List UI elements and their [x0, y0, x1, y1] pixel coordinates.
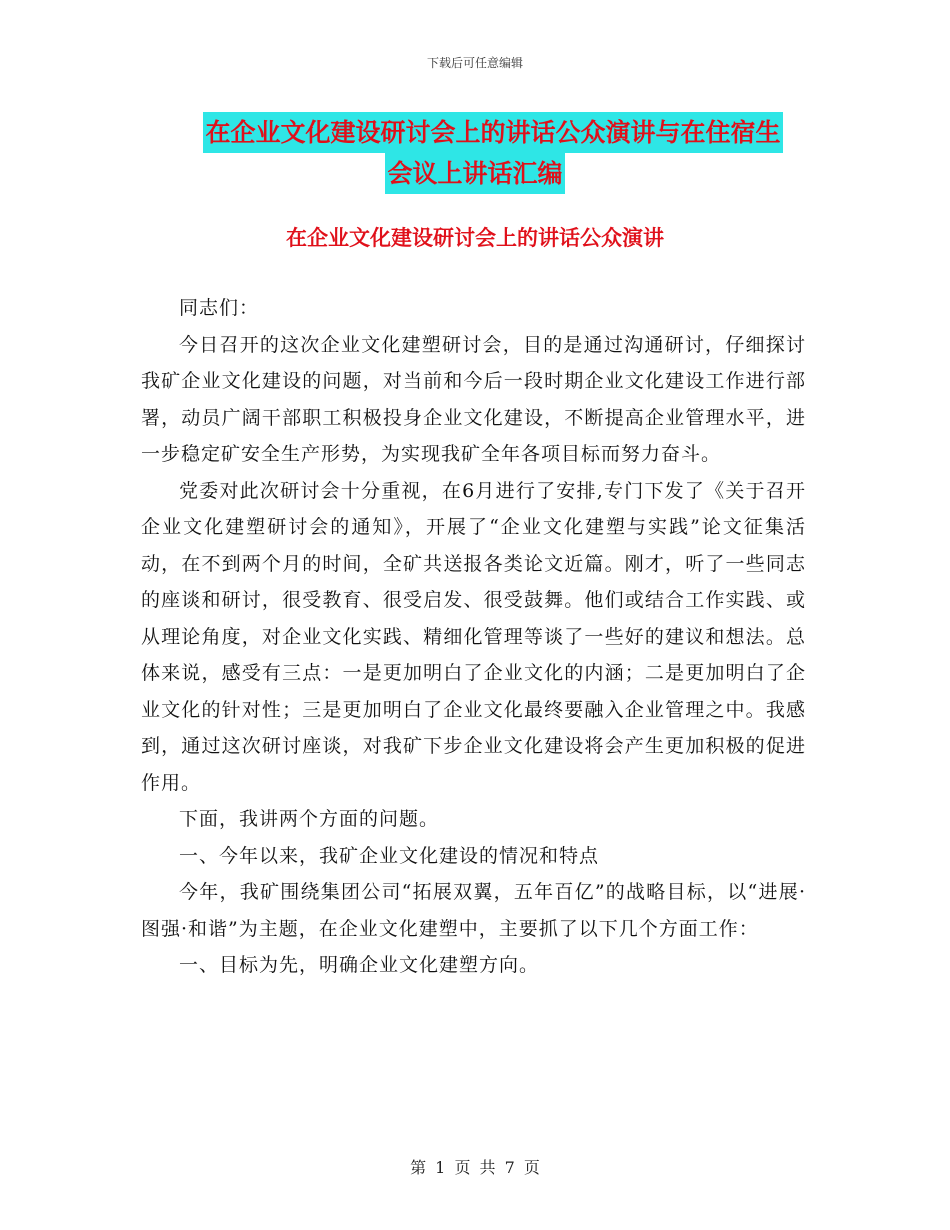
- page-number: 第 1 页 共 7 页: [410, 1158, 540, 1177]
- title-line-2: 会议上讲话汇编: [385, 153, 564, 194]
- body-text: [141, 290, 806, 984]
- paragraph: 党委对此次研讨会十分重视，在6月进行了安排,专门下发了《关于召开企业文化建塑研讨会的通知》，开展了“企业文化建塑与实践”论文征集活动，在不到两个月的时间，全矿共送报各类论文近篇。刚才，听了一些同志的座谈和研讨，很受教育、很受启发、很受鼓舞。他们或结合工作实践、或从理论角度，对企业文化实践、精细化管理等谈了一些好的建议和想法。总体来说，感受有三点：一是更加明白了企业文化的内涵；二是更加明白了企业文化的针对性；三是更加明白了企业文化最终要融入企业管理之中。我感到，通过这次研讨座谈，对我矿下步企业文化建设将会产生更加积极的促进作用。: [141, 479, 806, 794]
- document-title: [0, 112, 950, 194]
- paragraph: 下面，我讲两个方面的问题。: [179, 808, 440, 830]
- section-title: 在企业文化建设研讨会上的讲话公众演讲: [286, 226, 664, 250]
- title-line-1: 在企业文化建设研讨会上的讲话公众演讲与在住宿生: [203, 112, 782, 153]
- paragraph: 今年，我矿围绕集团公司“拓展双翼，五年百亿”的战略目标，以“进展·图强·和谐”为主题，在企业文化建塑中，主要抓了以下几个方面工作：: [141, 881, 806, 940]
- paragraph-heading: 一、今年以来，我矿企业文化建设的情况和特点: [179, 844, 600, 867]
- header-note: 下载后可任意编辑: [426, 56, 523, 70]
- paragraph-salutation: 同志们：: [179, 297, 260, 319]
- paragraph-heading: 一、目标为先，明确企业文化建塑方向。: [179, 954, 540, 976]
- paragraph: 今日召开的这次企业文化建塑研讨会，目的是通过沟通研讨，仔细探讨我矿企业文化建设的问题，对当前和今后一段时期企业文化建设工作进行部署，动员广阔干部职工积极投身企业文化建设，不断提高企业管理水平，进一步稳定矿安全生产形势，为实现我矿全年各项目标而努力奋斗。: [141, 333, 806, 465]
